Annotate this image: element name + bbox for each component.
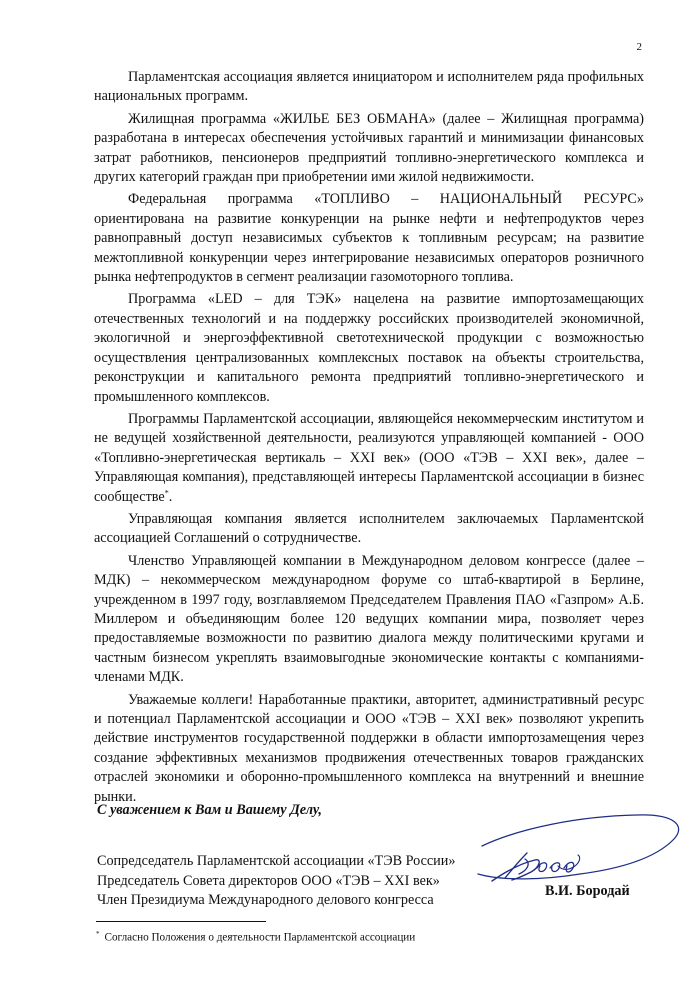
closing-salutation: С уважением к Вам и Вашему Делу, <box>97 802 322 818</box>
paragraph-led-program: Программа «LED – для ТЭК» нацелена на развитие импортозамещающих отечественных технологий и на поддержку российских производителей экономичной, экологичной и энергоэффективной светотехнической продукции с возможностью осуществления централизованных комплексных поставок на объекты строительства, реконструкции и капитального ремонта предприятий топливно-энергетического и промышленного комплексов. <box>94 291 644 405</box>
signer-title-cochair: Сопредседатель Парламентской ассоциации «ТЭВ России» <box>97 853 456 869</box>
paragraph-fuel-program: Федеральная программа «ТОПЛИВО – НАЦИОНАЛЬНЫЙ РЕСУРС» ориентирована на развитие конкуренции на рынке нефти и нефтепродуктов через равноправный доступ независимых субъектов к топливным ресурсам; на развитие межтопливной конкуренции через интегрирование независимых операторов розничного рынка нефтепродуктов в сегмент реализации газомоторного топлива. <box>94 191 644 286</box>
signer-title-presidium-member: Член Президиума Международного делового конгресса <box>97 892 434 908</box>
signer-titles <box>97 852 455 911</box>
footnote-mark: * <box>96 930 100 938</box>
footnote <box>96 931 415 944</box>
paragraph-management-company <box>94 410 644 507</box>
signer-name: В.И. Бородай <box>545 883 630 899</box>
paragraph-housing-program: Жилищная программа «ЖИЛЬЕ БЕЗ ОБМАНА» (далее – Жилищная программа) разработана в интересах обеспечения устойчивых гарантий и минимизации финансовых затрат работников, пенсионеров предприятий топливно-энергетического комплекса и других категорий граждан при приобретении ими жилой недвижимости. <box>94 110 644 186</box>
letter-body <box>94 68 644 810</box>
paragraph-end-period: . <box>168 488 173 505</box>
signer-title-board-chair: Председатель Совета директоров ООО «ТЭВ – XXI век» <box>97 872 440 889</box>
paragraph-mdk-membership: Членство Управляющей компании в Международном деловом конгрессе (далее – МДК) – некоммерческом международном форуме со штаб-квартирой в Берлине, учрежденном в 1997 году, возглавляемом Председателем Правления ПАО «Газпром» А.Б. Миллером и объединяющим более 120 ведущих компании мира, позволяет через предоставляемые возможности по развитию диалога между политическими кругами и частным бизнесом укреплять взаимовыгодные экономические контакты с компаниями-членами МДК. <box>94 552 644 686</box>
footnote-text: Согласно Положения о деятельности Парламентской ассоциации <box>104 931 416 944</box>
footnote-divider <box>96 921 266 922</box>
paragraph-agreements: Управляющая компания является исполнителем заключаемых Парламентской ассоциацией Соглашений о сотрудничестве. <box>94 510 644 547</box>
paragraph-management-company-text: Программы Парламентской ассоциации, являющейся некоммерческим институтом и не ведущей хозяйственной деятельности, реализуются управляющей компанией - ООО «Топливно-энергетическая вертикаль – XXI век» (ООО «ТЭВ – XXI век», далее – Управляющая компания), представляющей интересы Парламентской ассоциации в бизнес сообществе <box>94 410 644 505</box>
paragraph-colleagues: Уважаемые коллеги! Наработанные практики, авторитет, административный ресурс и потенциал Парламентской ассоциации и ООО «ТЭВ – XXI век» позволяют укрепить действие инструментов государственной поддержки в области импортозамещения через создание эффективных механизмов продвижения отечественных товаров гражданских отраслей экономики и оборонно-промышленного комплекса на внутренний и внешние рынки. <box>94 691 644 805</box>
page-number: 2 <box>636 41 642 53</box>
paragraph-association: Парламентская ассоциация является инициатором и исполнителем ряда профильных национальных программ. <box>94 69 644 105</box>
footnote-reference: * <box>164 487 169 497</box>
